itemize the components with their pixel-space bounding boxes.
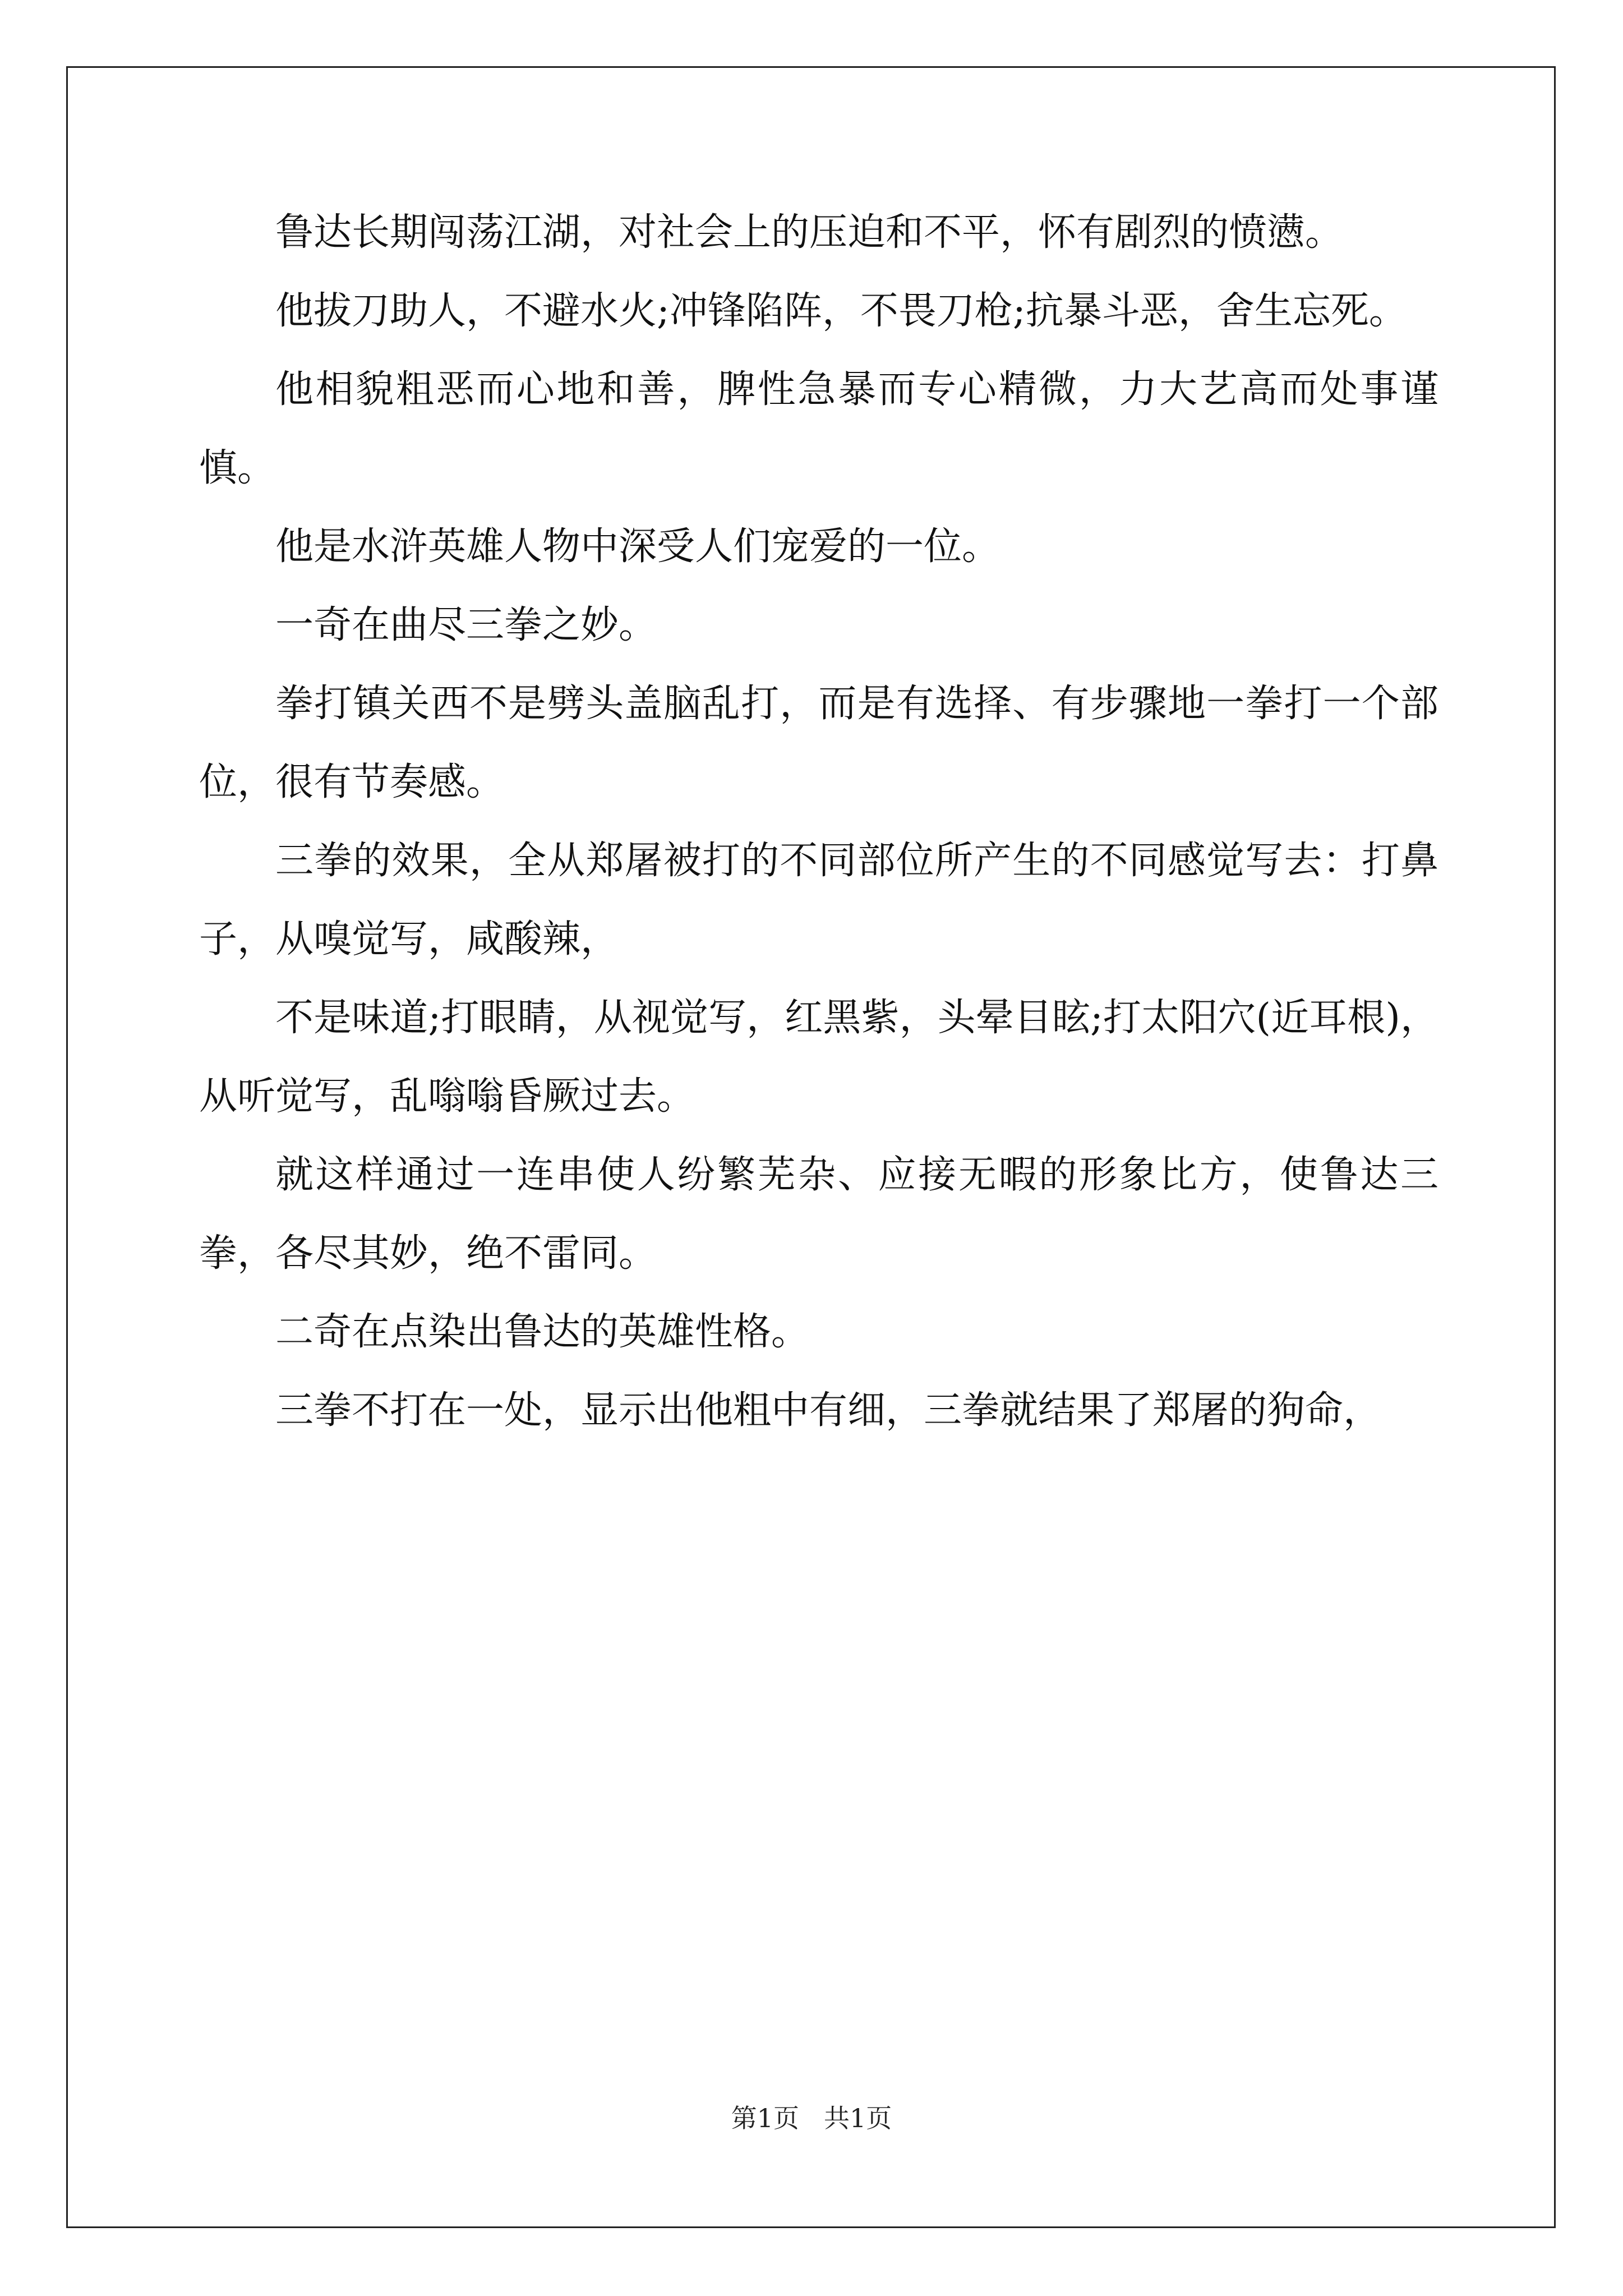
paragraph: 他相貌粗恶而心地和善，脾性急暴而专心精微，力大艺高而处事谨慎。: [199, 367, 1438, 490]
paragraph: 三拳的效果，全从郑屠被打的不同部位所产生的不同感觉写去：打鼻子，从嗅觉写，咸酸辣，: [199, 839, 1438, 961]
page-footer: [0, 2098, 1623, 2135]
paragraph: 三拳不打在一处，显示出他粗中有细，三拳就结果了郑屠的狗命，: [275, 1388, 1382, 1433]
paragraph: 他拔刀助人，不避水火;冲锋陷阵，不畏刀枪;抗暴斗恶，舍生忘死。: [275, 289, 1407, 333]
paragraph: 二奇在点染出鲁达的英雄性格。: [275, 1310, 810, 1354]
page-number: 第1页: [731, 2103, 800, 2133]
document-body: [199, 194, 1438, 1450]
page-total: 共1页: [823, 2103, 892, 2133]
paragraph: 就这样通过一连串使人纷繁芜杂、应接无暇的形象比方，使鲁达三拳，各尽其妙，绝不雷同。: [199, 1153, 1438, 1276]
paragraph: 鲁达长期闯荡江湖，对社会上的压迫和不平，怀有剧烈的愤懑。: [275, 210, 1344, 255]
paragraph: 不是味道;打眼睛，从视觉写，红黑紫，头晕目眩;打太阳穴(近耳根)，从听觉写，乱嗡嗡昏厥过去。: [199, 996, 1438, 1119]
paragraph: 拳打镇关西不是劈头盖脑乱打，而是有选择、有步骤地一拳打一个部位，很有节奏感。: [199, 682, 1438, 804]
paragraph: 他是水浒英雄人物中深受人们宠爱的一位。: [275, 524, 1000, 569]
paragraph: 一奇在曲尽三拳之妙。: [275, 603, 657, 647]
